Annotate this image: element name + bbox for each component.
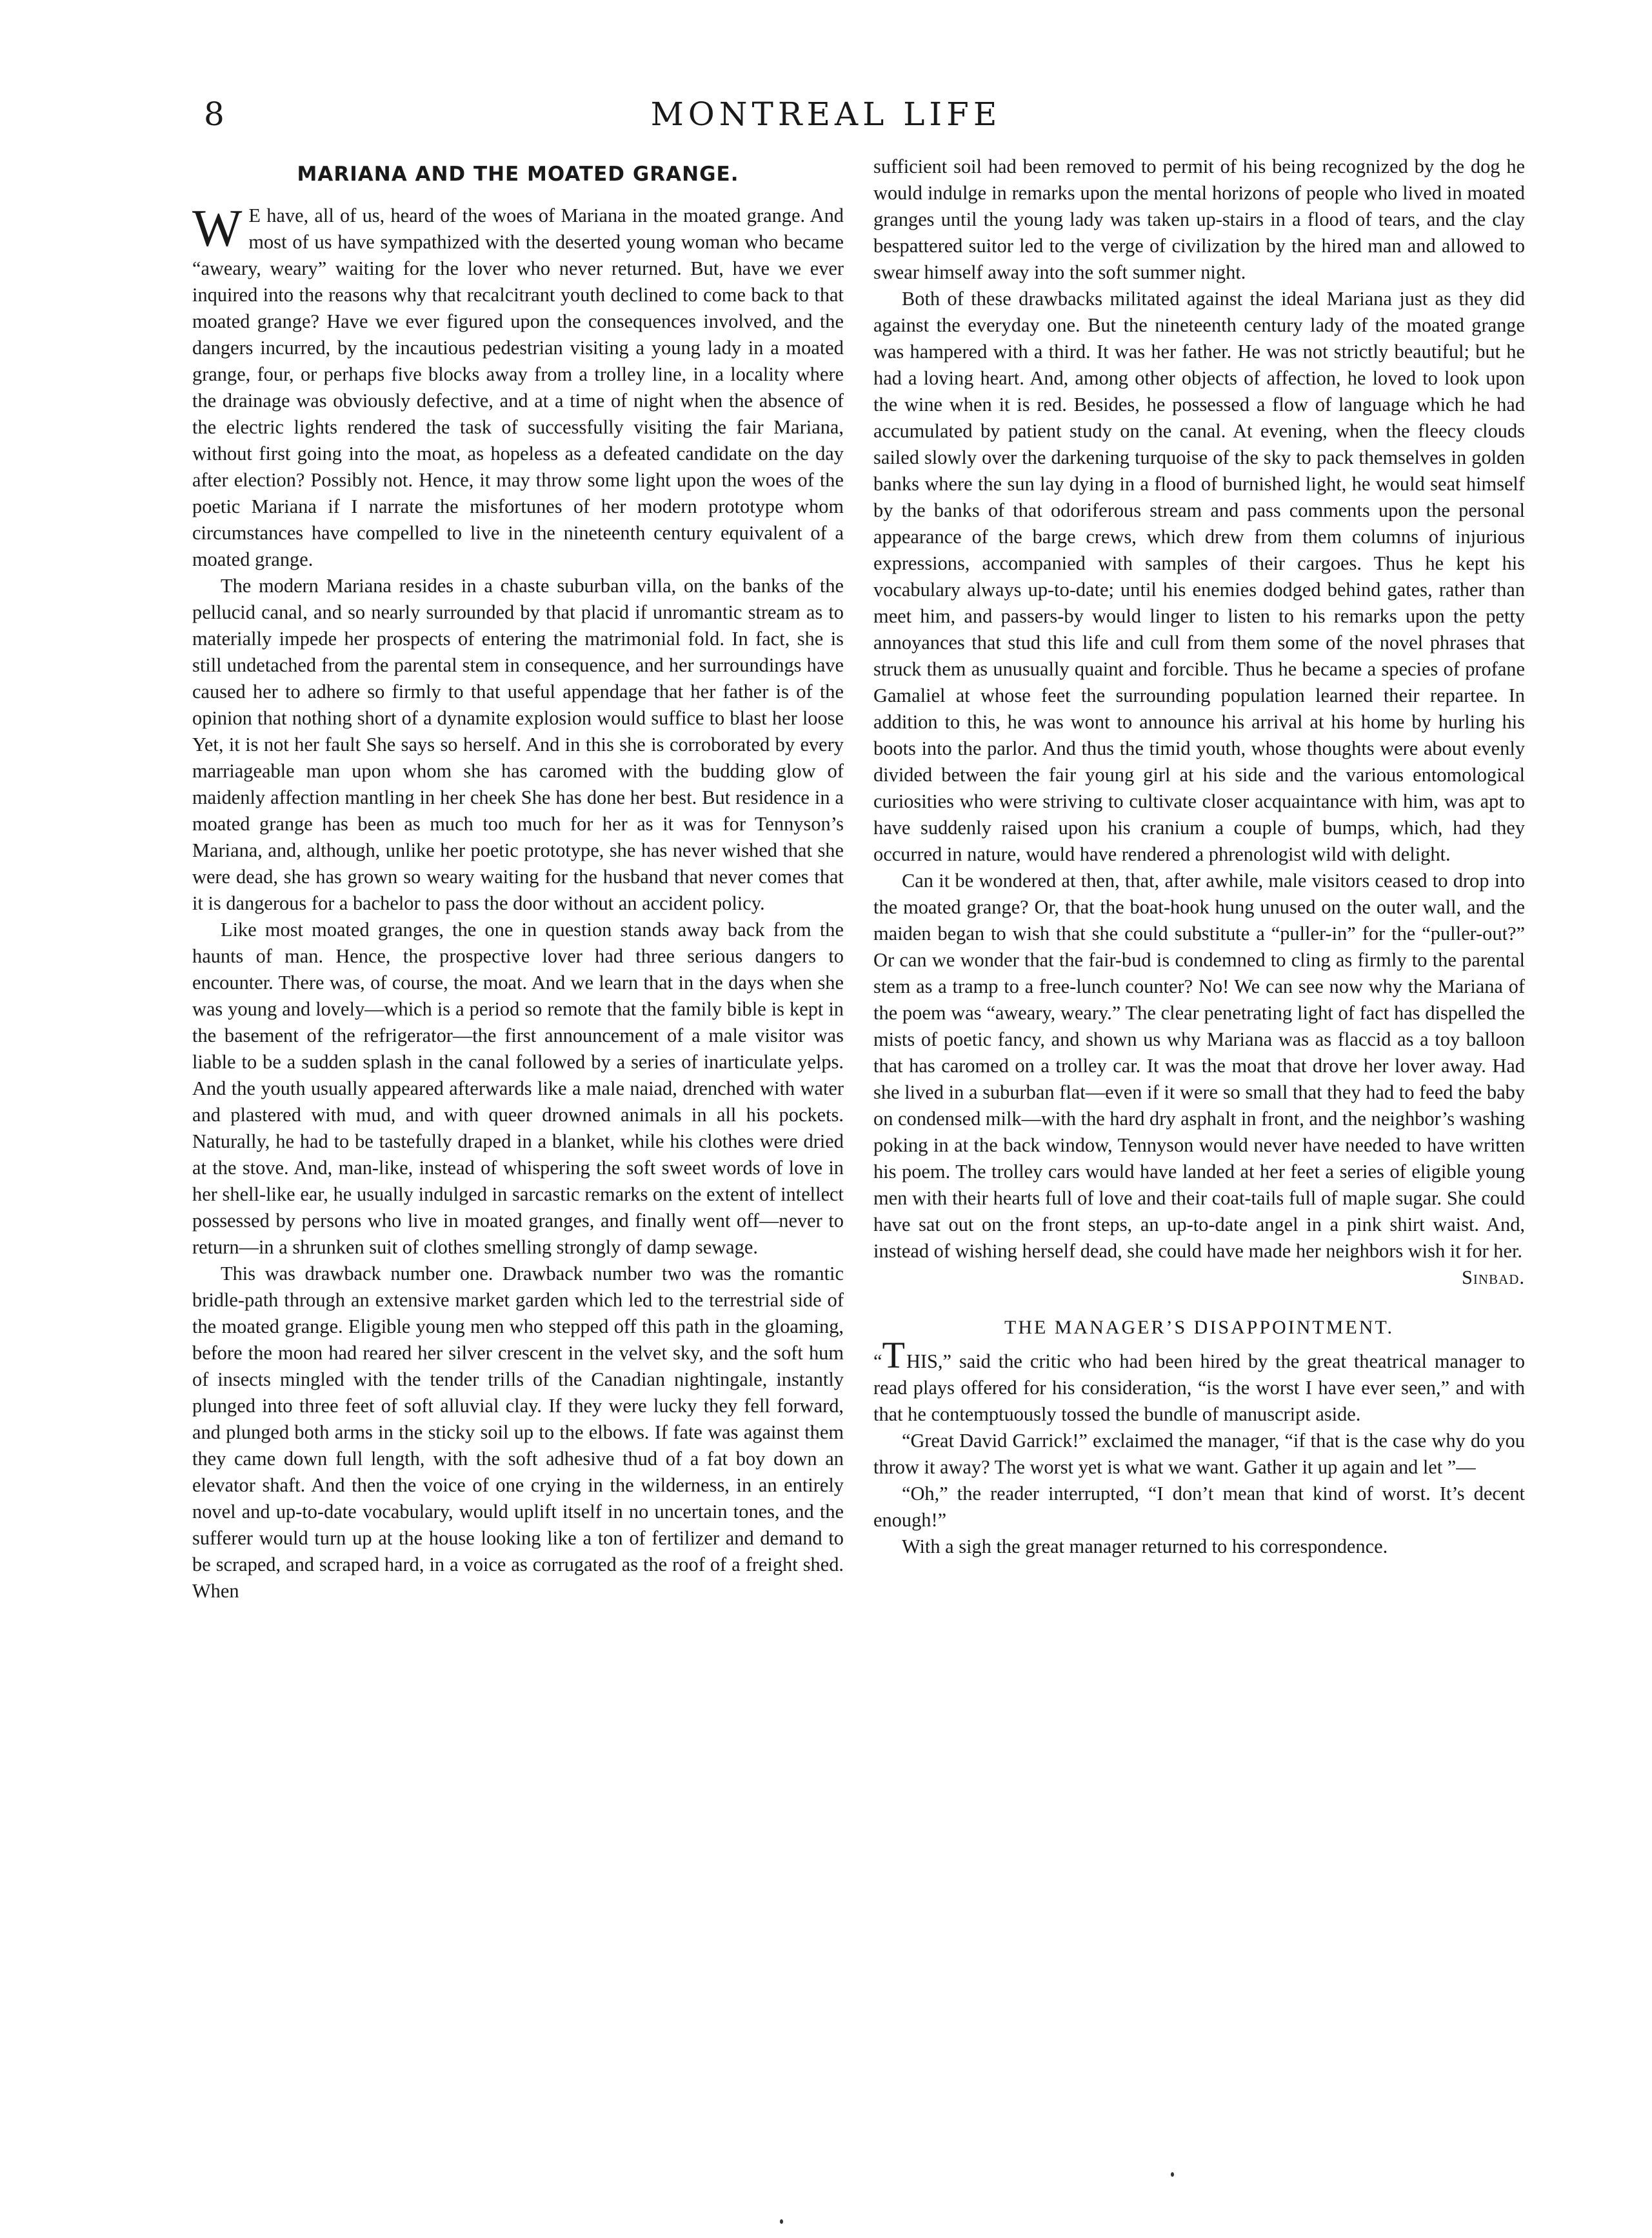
page-number: 8	[204, 95, 224, 133]
article-paragraph: This was drawback number one. Drawback number two was the romantic bridle-path through an extensive market garden which led to the terrestrial side of the moated grange. Eligible young men who stepped off this path in the gloaming, before the moon had reared her silver crescent in the velvet sky, and the soft hum of insects mingled with the tender trills of the Canadian nightingale, instantly plunged into three feet of soft alluvial clay. If they were lucky they fell forward, and plunged both arms in the sticky soil up to the elbows. If fate was against them they came down full length, with the soft adhesive thud of a fat boy down an elevator shaft. And then the voice of one crying in the wilderness, in an entirely novel and up-to-date vocabulary, would uplift itself in no uncertain tones, and the sufferer would turn up at the house looking like a ton of fertilizer and demand to be scraped, and scraped hard, in a voice as corrugated as the roof of a freight shed. When	[192, 1263, 844, 1602]
left-column	[192, 154, 844, 1604]
article-paragraph: Both of these drawbacks militated against the ideal Mariana just as they did against the everyday one. But the nineteenth century lady of the moated grange was hampered with a third. It was her father. He was not strictly beautiful; but he had a loving heart. And, among other objects of affection, he loved to look upon the wine when it is red. Besides, he possessed a flow of language which he had accumulated by patient study on the canal. At evening, when the fleecy clouds sailed slowly over the darkening turquoise of the sky to pack themselves in golden banks where the sun lay dying in a flood of burnished light, he would seat himself by the banks of that odoriferous stream and pass comments upon the personal appearance of the barge crews, which drew from them columns of injurious expressions, accompanied with samples of their cargoes. Thus he kept his vocabulary always up-to-date; until his enemies dodged behind gates, rather than meet him, and passers-by would linger to listen to his remarks upon the petty annoyances that stud this life and cull from them some of the novel phrases that struck them as unusually quaint and forcible. Thus he became a species of profane Gamaliel at whose feet the surrounding population learned their repartee. In addition to this, he was wont to announce his arrival at his home by hurling his boots into the parlor. And thus the timid youth, whose thoughts were about evenly divided between the fair young girl at his side and the various entomological curiosities who were striving to cultivate closer acquaintance with him, was apt to have suddenly raised upon his cranium a couple of bumps, which, had they occurred in nature, would have rendered a phrenologist wild with delight.	[873, 288, 1525, 865]
article-title: MARIANA AND THE MOATED GRANGE.	[297, 163, 739, 186]
article-paragraph	[873, 1334, 1525, 1428]
article-paragraph: The modern Mariana resides in a chaste suburban villa, on the banks of the pellucid canal, and so nearly surrounded by that placid if unromantic stream as to materially impede her prospects of entering the matrimonial fold. In fact, she is still undetached from the parental stem in consequence, and her surroundings have caused her to adhere so firmly to that useful appendage that her father is of the opinion that nothing short of a dynamite explosion would suffice to blast her loose Yet, it is not her fault She says so herself. And in this she is corroborated by every marriageable man upon whom she has caromed with the budding glow of maidenly affection mantling in her cheek She has done her best. But residence in a moated grange has been as much too much for her as it was for Tennyson’s Mariana, and, although, unlike her poetic prototype, she has never wished that she were dead, she has grown so weary waiting for the husband that never comes that it is dangerous for a bachelor to pass the door without an accident policy.	[192, 575, 844, 914]
drop-cap: W	[192, 199, 243, 257]
publication-title: MONTREAL LIFE	[650, 95, 1002, 133]
print-speck	[1171, 2172, 1174, 2177]
article-paragraph: “Great David Garrick!” exclaimed the manager, “if that is the case why do you throw it away? The worst yet is what we want. Gather it up again and let ”—	[873, 1430, 1525, 1478]
paragraph-text: E have, all of us, heard of the woes of Mariana in the moated grange. And most of us have sympathized with the deserted young woman who became “aweary, weary” waiting for the lover who never returned. But, have we ever inquired into the reasons why that recalcitrant youth declined to come back to that moated grange? Have we ever figured upon the consequences involved, and the dangers incurred, by the incautious pedestrian visiting a young lady in a moated grange, four, or perhaps five blocks away from a trolley line, in a locality where the drainage was obviously defective, and at a time of night when the absence of the electric lights rendered the task of successfully visiting the fair Mariana, without first going into the moat, as hopeless as a defeated candidate on the day after election? Possibly not. Hence, it may throw some light upon the woes of the poetic Mariana if I narrate the misfortunes of her modern prototype whom circumstances have compelled to live in the nineteenth century equivalent of a moated grange.	[192, 205, 844, 570]
drop-cap: T	[882, 1334, 905, 1376]
article-paragraph: With a sigh the great manager returned to his correspondence.	[902, 1535, 1388, 1557]
article-paragraph	[873, 868, 1525, 1288]
article-paragraph: sufficient soil had been removed to permit of his being recognized by the dog he would indulge in remarks upon the mental horizons of people who lived in moated granges until the young lady was taken up-stairs in a flood of tears, and the clay bespattered suitor led to the verge of civilization by the hired man and allowed to swear himself away into the soft summer night.	[873, 155, 1525, 283]
open-quote: “	[873, 1350, 882, 1372]
author-signature: Sinbad.	[1462, 1266, 1525, 1288]
paragraph-text: HIS,” said the critic who had been hired by the great theatrical manager to read plays offered for his consideration, “is the worst I have ever seen,” and with that he contemptuously tossed the bundle of manuscript aside.	[873, 1350, 1525, 1425]
second-article-title: THE MANAGER’S DISAPPOINTMENT.	[1004, 1317, 1394, 1338]
paragraph-text: Can it be wondered at then, that, after awhile, male visitors ceased to drop into the moated grange? Or, that the boat-hook hung unused on the outer wall, and the maiden began to wish that she could substitute a “puller-in” for the “puller-out?” Or can we wonder that the fair-bud is condemned to cling as firmly to the parental stem as a tramp to a free-lunch counter? No! We can see now why the Mariana of the poem was “aweary, weary.” The clear penetrating light of fact has dispelled the mists of poetic fancy, and shown us why Mariana was as flaccid as a toy balloon that has caromed on a trolley car. It was the moat that drove her lover away. Had she lived in a suburban flat—even if it were so small that they had to feed the baby on condensed milk—with the hard dry asphalt in front, and the neighbor’s washing poking in at the back window, Tennyson would never have needed to have written his poem. The trolley cars would have landed at her feet a series of eligible young men with their hearts full of love and their coat-tails full of maple sugar. She could have sat out on the front steps, an up-to-date angel in a pink shirt waist. And, instead of wishing herself dead, she could have made her neighbors wish it for her.	[873, 870, 1525, 1262]
article-paragraph: Like most moated granges, the one in question stands away back from the haunts of man. Hence, the prospective lover had three serious dangers to encounter. There was, of course, the moat. And we learn that in the days when she was young and lovely—which is a period so remote that the family bible is kept in the basement of the refrigerator—the first announcement of a male visitor was liable to be a sudden splash in the canal followed by a series of inarticulate yelps. And the youth usually appeared afterwards like a male naiad, drenched with water and plastered with mud, and with queer drowned animals in all his pockets. Naturally, he had to be tastefully draped in a blanket, while his clothes were dried at the stove. And, man-like, instead of whispering the soft sweet words of love in her shell-like ear, he usually indulged in sarcastic remarks on the extent of intellect possessed by persons who live in moated granges, and finally went off—never to return—in a shrunken suit of clothes smelling strongly of damp sewage.	[192, 919, 844, 1258]
article-paragraph	[192, 199, 844, 573]
right-column	[873, 154, 1525, 1560]
print-speck	[780, 2219, 783, 2224]
article-paragraph: “Oh,” the reader interrupted, “I don’t mean that kind of worst. It’s decent enough!”	[873, 1483, 1525, 1531]
